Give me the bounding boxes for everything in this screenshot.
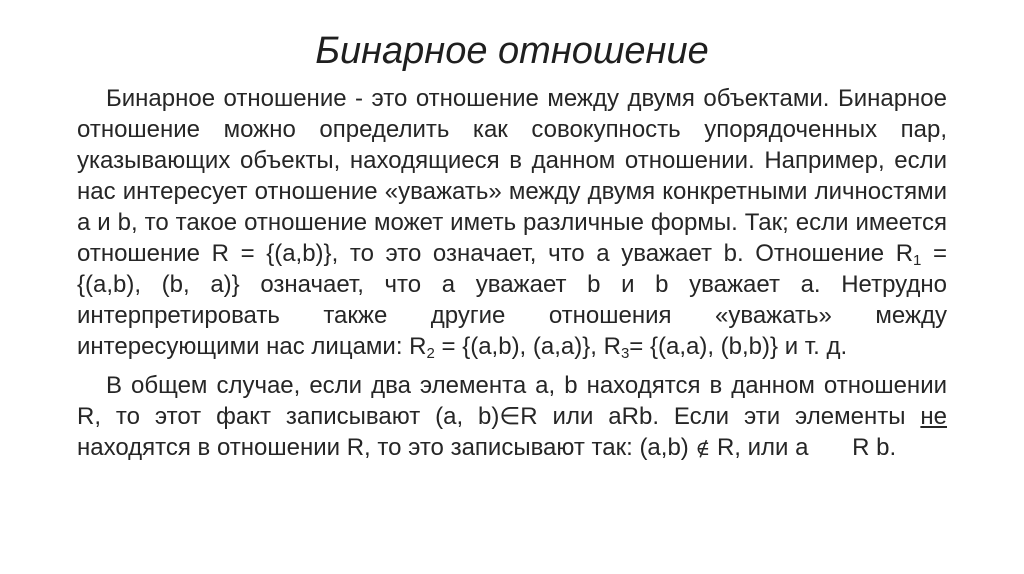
paragraph-text: находятся в отношении R, то это записывают так: (a,b) — [77, 434, 696, 461]
subscript-index: 1 — [913, 252, 922, 269]
relation-symbol: R — [852, 434, 870, 461]
slide-body — [77, 83, 947, 464]
paragraph-text: = {(a,a), (b,b)} и т. д. — [629, 333, 848, 360]
not-element-of-symbol: ∉ — [695, 436, 711, 460]
paragraph-general-case — [77, 370, 947, 464]
paragraph-definition — [77, 83, 947, 362]
slide-title: Бинарное отношение — [315, 30, 709, 72]
subscript-index: 3 — [620, 345, 630, 362]
underlined-word: не — [920, 403, 947, 430]
subscript-index: 2 — [426, 345, 435, 362]
paragraph-text: В общем случае, если два элемента a, b находятся в данном отношении R, то этот факт записывают (a, b) — [77, 372, 947, 430]
paragraph-text: Бинарное отношение - это отношение между двумя объектами. Бинарное отношение можно определить как совокупность упорядоченных пар, указывающих объекты, находящиеся в данном отношении. Например, если нас интересует отношение «уважать» между двумя конкретными личностями a и b, то такое отношение может иметь различные формы. Так; если имеется отношение R = {(a,b)}, то это означает, что a уважает b. Отношение R — [77, 85, 947, 267]
paragraph-text: b. — [869, 434, 897, 461]
element-of-symbol: ∈ — [499, 403, 521, 430]
paragraph-text: R, или a — [710, 434, 816, 461]
paragraph-text: = {(a,b), (b, a)} означает, что a уважает b и b уважает a. Нетрудно интерпретировать также другие отношения «уважать» между интересующими нас лицами: R — [77, 240, 947, 360]
paragraph-text: R или aRb. Если эти элементы — [520, 403, 921, 430]
paragraph-text: = {(a,b), (a,a)}, R — [434, 333, 621, 360]
